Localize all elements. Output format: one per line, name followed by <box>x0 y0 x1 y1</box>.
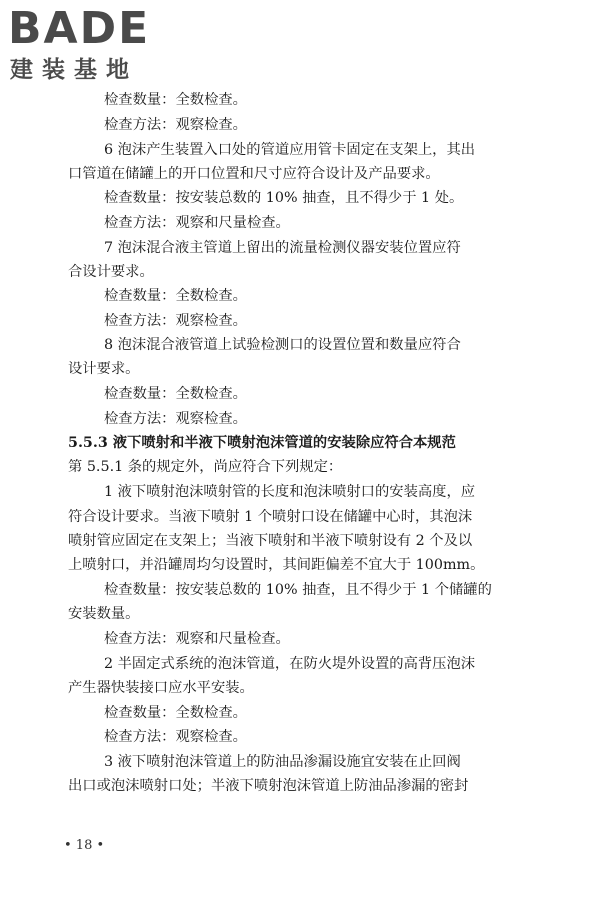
text-line: 检查方法：观察检查。 <box>104 411 247 427</box>
text-line: 检查数量：全数检查。 <box>104 92 247 108</box>
text-line: 符合设计要求。当液下喷射 1 个喷射口设在储罐中心时，其泡沫 <box>68 509 473 525</box>
page-number: • 18 • <box>64 838 105 853</box>
text-line: 出口或泡沫喷射口处；半液下喷射泡沫管道上防油品渗漏的密封 <box>68 778 469 794</box>
text-line: 检查方法：观察和尺量检查。 <box>104 631 290 647</box>
text-line: 检查数量：按安装总数的 10% 抽查，且不得少于 1 处。 <box>104 190 464 206</box>
text-line: 口管道在储罐上的开口位置和尺寸应符合设计及产品要求。 <box>68 166 440 182</box>
text-line: 设计要求。 <box>68 361 140 377</box>
text-line: 安装数量。 <box>68 606 140 622</box>
text-line: 7 泡沫混合液主管道上留出的流量检测仪器安装位置应符 <box>104 240 461 256</box>
text-line: 检查方法：观察检查。 <box>104 729 247 745</box>
text-line: 检查数量：全数检查。 <box>104 288 247 304</box>
text-line: 6 泡沫产生装置入口处的管道应用管卡固定在支架上，其出 <box>104 142 476 158</box>
text-line: 1 液下喷射泡沫喷射管的长度和泡沫喷射口的安装高度，应 <box>104 484 476 500</box>
text-line: 产生器快装接口应水平安装。 <box>68 680 254 696</box>
text-line: 检查方法：观察检查。 <box>104 313 247 329</box>
logo-wordmark: BADE <box>8 3 151 54</box>
text-line: 检查数量：按安装总数的 10% 抽查，且不得少于 1 个储罐的 <box>104 582 492 598</box>
text-line: 检查数量：全数检查。 <box>104 386 247 402</box>
text-line: 2 半固定式系统的泡沫管道，在防火堤外设置的高背压泡沫 <box>104 656 476 672</box>
text-line: 8 泡沫混合液管道上试验检测口的设置位置和数量应符合 <box>104 337 461 353</box>
clause-heading: 5.5.3 液下喷射和半液下喷射泡沫管道的安装除应符合本规范 <box>68 435 456 451</box>
text-line: 合设计要求。 <box>68 264 154 280</box>
text-line: 检查方法：观察和尺量检查。 <box>104 215 290 231</box>
text-line: 上喷射口，并沿罐周均匀设置时，其间距偏差不宜大于 100mm。 <box>68 557 485 573</box>
text-line: 检查数量：全数检查。 <box>104 705 247 721</box>
text-line: 喷射管应固定在支架上；当液下喷射和半液下喷射设有 2 个及以 <box>68 533 473 549</box>
text-line: 3 液下喷射泡沫管道上的防油品渗漏设施宜安装在止回阀 <box>104 754 461 770</box>
logo-subtitle: 建装基地 <box>10 57 138 83</box>
text-line: 第 5.5.1 条的规定外，尚应符合下列规定： <box>68 459 343 475</box>
text-line: 检查方法：观察检查。 <box>104 117 247 133</box>
